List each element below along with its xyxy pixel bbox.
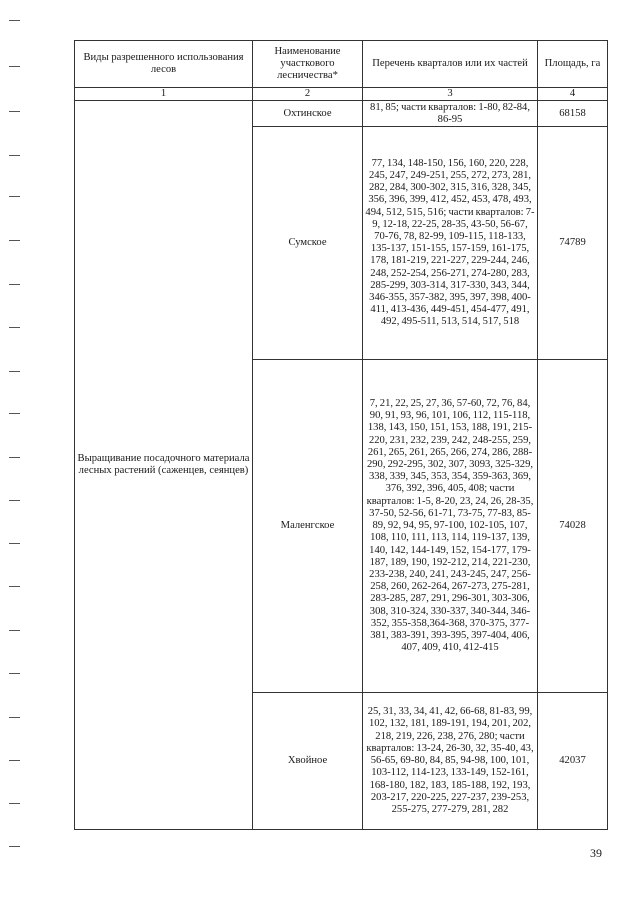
margin-mark bbox=[9, 760, 20, 761]
margin-mark bbox=[9, 66, 20, 67]
area-cell: 42037 bbox=[538, 693, 608, 830]
margin-mark bbox=[9, 586, 20, 587]
header-quarters-list: Перечень кварталов или их частей bbox=[363, 41, 538, 88]
margin-mark bbox=[9, 327, 20, 328]
margin-mark bbox=[9, 196, 20, 197]
table-row bbox=[75, 101, 608, 127]
forestry-name-cell: Сумское bbox=[253, 127, 363, 360]
column-number: 4 bbox=[538, 88, 608, 101]
margin-mark bbox=[9, 20, 20, 21]
margin-mark bbox=[9, 846, 20, 847]
page-number: 39 bbox=[590, 846, 602, 860]
column-number-row bbox=[75, 88, 608, 101]
margin-mark bbox=[9, 155, 20, 156]
margin-mark bbox=[9, 717, 20, 718]
header-area: Площадь, га bbox=[538, 41, 608, 88]
margin-mark bbox=[9, 284, 20, 285]
margin-mark bbox=[9, 803, 20, 804]
header-use-types: Виды разрешенного использования лесов bbox=[75, 41, 253, 88]
margin-mark bbox=[9, 111, 20, 112]
use-type-cell: Выращивание посадочного материала лесных растений (саженцев, сеянцев) bbox=[75, 101, 253, 830]
table-header-row bbox=[75, 41, 608, 88]
quarters-cell: 25, 31, 33, 34, 41, 42, 66-68, 81-83, 99, 102, 132, 181, 189-191, 194, 201, 202, 218, 219, 226, 238, 276, 280; части кварталов: 13-24, 26-30, 32, 35-40, 43, 56-65, 69-80, 84, 85, 94-98, 100, 101, 103-112, 114-123, 133-149, 152-161, 168-180, 182, 183, 185-188, 192, 193, 203-217, 220-225, 227-237, 239-253, 255-275, 277-279, 281, 282 bbox=[363, 693, 538, 830]
forestry-name-cell: Хвойное bbox=[253, 693, 363, 830]
forestry-name-cell: Охтинское bbox=[253, 101, 363, 127]
area-cell: 74028 bbox=[538, 360, 608, 693]
quarters-cell: 7, 21, 22, 25, 27, 36, 57-60, 72, 76, 84, 90, 91, 93, 96, 101, 106, 112, 115-118, 138, 143, 150, 151, 153, 188, 191, 215-220, 231, 232, 239, 242, 248-255, 259, 261, 265, 261, 265, 266, 274, 286, 288-290, 292-295, 302, 307, 3093, 325-329, 338, 339, 345, 353, 354, 359-363, 369, 376, 392, 396, 405, 408; части кварталов: 1-5, 8-20, 23, 24, 26, 28-35, 37-50, 52-56, 61-71, 73-75, 77-83, 85-89, 92, 94, 95, 97-100, 102-105, 107, 108, 110, 111, 113, 114, 119-137, 139, 140, 142, 144-149, 152, 154-177, 179-187, 189, 190, 192-212, 214, 221-230, 233-238, 240, 241, 243-245, 247, 256-258, 260, 262-264, 267-273, 275-281, 283-285, 287, 291, 296-301, 303-306, 308, 310-324, 330-337, 340-344, 346-352, 355-358,364-368, 370-375, 377-381, 383-391, 393-395, 397-404, 406, 407, 409, 410, 412-415 bbox=[363, 360, 538, 693]
margin-mark bbox=[9, 413, 20, 414]
column-number: 2 bbox=[253, 88, 363, 101]
quarters-cell: 81, 85; части кварталов: 1-80, 82-84, 86-95 bbox=[363, 101, 538, 127]
forest-use-table bbox=[74, 40, 608, 830]
area-cell: 68158 bbox=[538, 101, 608, 127]
margin-mark bbox=[9, 457, 20, 458]
area-cell: 74789 bbox=[538, 127, 608, 360]
quarters-cell: 77, 134, 148-150, 156, 160, 220, 228, 245, 247, 249-251, 255, 272, 273, 281, 282, 284, 300-302, 315, 316, 328, 345, 356, 396, 399, 412, 452, 453, 478, 493, 494, 512, 515, 516; части кварталов: 7-9, 12-18, 22-25, 28-35, 43-50, 56-67, 70-76, 78, 82-99, 109-115, 118-133, 135-137, 151-155, 157-159, 161-175, 178, 181-219, 221-227, 229-244, 246, 248, 252-254, 256-271, 274-280, 283, 285-299, 303-314, 317-330, 343, 344, 346-355, 357-382, 395, 397, 398, 400-411, 413-436, 449-451, 454-477, 491, 492, 495-511, 513, 514, 517, 518 bbox=[363, 127, 538, 360]
margin-mark bbox=[9, 371, 20, 372]
forestry-name-cell: Маленгское bbox=[253, 360, 363, 693]
margin-mark bbox=[9, 240, 20, 241]
margin-mark bbox=[9, 673, 20, 674]
margin-mark bbox=[9, 500, 20, 501]
margin-mark bbox=[9, 630, 20, 631]
column-number: 1 bbox=[75, 88, 253, 101]
margin-mark bbox=[9, 543, 20, 544]
column-number: 3 bbox=[363, 88, 538, 101]
header-forestry-name: Наименование участкового лесничества* bbox=[253, 41, 363, 88]
binding-margin-marks bbox=[0, 0, 30, 905]
